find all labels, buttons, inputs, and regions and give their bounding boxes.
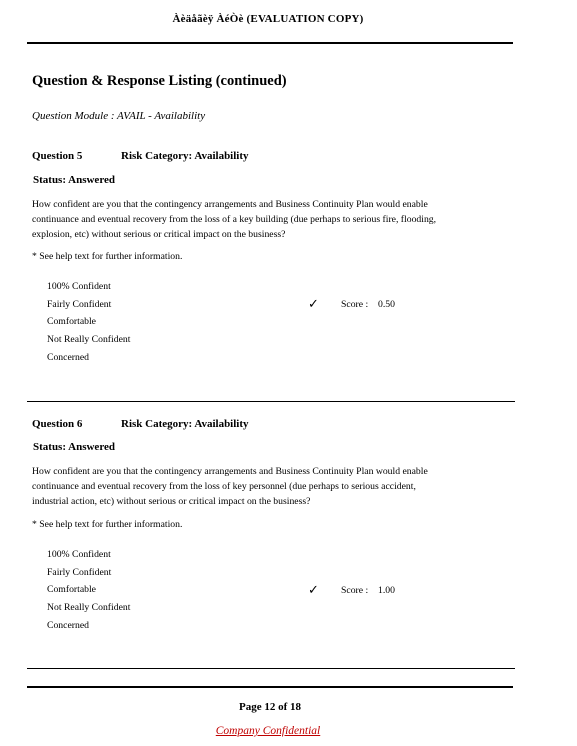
question-text-line: How confident are you that the contingency arrangements and Business Continuity Plan would enable [32,466,428,477]
answer-option: Not Really Confident [47,334,131,345]
score-label: Score : [341,299,369,310]
question-text [32,464,482,509]
help-note: * See help text for further information. [32,519,183,530]
question-text-line: continuance and eventual recovery from the loss of key personnel (due perhaps to serious accident, [32,481,416,492]
answer-option: Fairly Confident [47,567,112,578]
answer-option: Comfortable [47,584,96,595]
answer-option: Concerned [47,620,89,631]
score-value: 1.00 [378,585,395,596]
question-module: Question Module : AVAIL - Availability [32,110,206,122]
question-text [32,197,482,242]
question-text-line: continuance and eventual recovery from the loss of a key building (due perhaps to serious fire, flooding, [32,214,437,225]
section-title: Question & Response Listing (continued) [32,73,287,89]
question-divider [27,401,515,402]
answer-option: Fairly Confident [47,299,112,310]
risk-category: Risk Category: Availability [121,150,249,162]
answer-option: Not Really Confident [47,602,131,613]
checkmark-icon: ✓ [308,582,319,597]
risk-category: Risk Category: Availability [121,418,249,430]
help-note: * See help text for further information. [32,251,183,262]
checkmark-icon: ✓ [308,296,319,311]
answer-option: 100% Confident [47,281,111,292]
answer-option: Concerned [47,352,89,363]
question-text-line: How confident are you that the contingency arrangements and Business Continuity Plan would enable [32,199,428,210]
question-status: Status: Answered [33,174,116,186]
confidential-notice: Company Confidential [215,725,321,737]
answer-option: 100% Confident [47,549,111,560]
question-status: Status: Answered [33,441,116,453]
question-number: Question 5 [32,150,83,162]
page-number: Page 12 of 18 [238,701,301,713]
answer-option: Comfortable [47,316,96,327]
question-divider [27,668,515,669]
document-header-title: Àèäåãèÿ ÀéÒè (EVALUATION COPY) [172,13,364,25]
header-rule [27,42,513,44]
question-number: Question 6 [32,418,83,430]
score-label: Score : [341,585,369,596]
question-text-line: explosion, etc) without serious or critical impact on the business? [32,229,286,240]
question-text-line: industrial action, etc) without serious or critical impact on the business? [32,496,311,507]
footer-rule [27,686,513,688]
score-value: 0.50 [378,299,395,310]
